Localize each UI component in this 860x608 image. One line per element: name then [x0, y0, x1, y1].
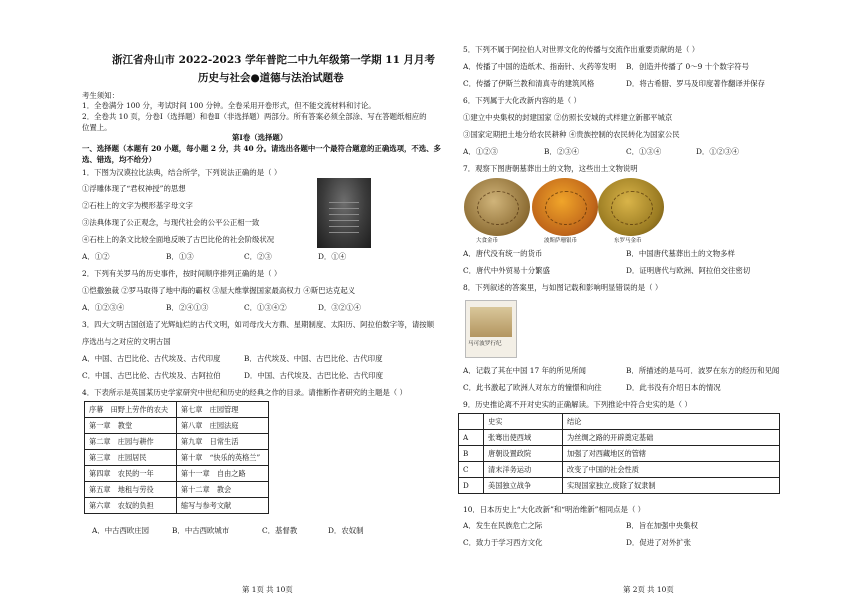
page-number-left: 第 1页 共 10页	[242, 585, 293, 594]
table-cell: 第十章 “快乐的英格兰”	[176, 450, 268, 466]
q3-option-b[interactable]: B．古代埃及、中国、古巴比伦、古代印度	[244, 354, 383, 363]
table-cell: 实现国家独立,废除了奴隶制	[563, 478, 780, 494]
q8-option-a[interactable]: A．记载了其在中国 17 年的所见所闻	[463, 366, 586, 375]
arab-gold-coin-image	[464, 178, 530, 236]
q10-stem: 10．日本历史上“大化改新”和“明治维新”相同点是（ ）	[463, 505, 646, 514]
table-cell: 清末洋务运动	[484, 462, 563, 478]
q6-stem: 6．下列属于大化改新内容的是（ ）	[463, 96, 581, 105]
table-cell: 第二章 庄园与耕作	[85, 434, 177, 450]
q6-option-d[interactable]: D．①②③④	[696, 147, 739, 156]
table-cell: 第十一章 自由之路	[176, 466, 268, 482]
table-header-cell	[459, 414, 484, 430]
q6-option-b[interactable]: B．②③④	[544, 147, 579, 156]
q1-statement-2: ②石柱上的文字为楔形基字母文字	[82, 201, 193, 210]
table-cell: 第八章 庄园法庭	[176, 418, 268, 434]
q4-option-a[interactable]: A．中古西欧庄园	[92, 526, 150, 535]
table-row	[85, 450, 269, 466]
q6-statements-2: ③国家定期把土地分给农民耕种 ④贵族控制的农民转化为国家公民	[463, 130, 680, 139]
table-cell: 张骞出使西域	[484, 430, 563, 446]
q10-option-c[interactable]: C．致力于学习西方文化	[463, 538, 543, 547]
table-row	[459, 462, 780, 478]
table-cell: 缩写与参考文献	[176, 498, 268, 514]
table-cell: 第四章 农民的一年	[85, 466, 177, 482]
q4-option-c[interactable]: C．基督教	[262, 526, 298, 535]
notice-line-2: 2．全卷共 10 页，分卷Ⅰ（选择题）和卷Ⅱ（非选择题）两部分。所有答案必须全部涂、写在答题纸相应的	[82, 112, 427, 121]
table-cell: 第一章 教堂	[85, 418, 177, 434]
q7-option-a[interactable]: A．唐代没有统一的货币	[463, 249, 543, 258]
q2-option-c[interactable]: C．①③④②	[244, 303, 287, 312]
notice-line-3: 位置上。	[82, 123, 112, 132]
table-row	[85, 418, 269, 434]
q7-option-c[interactable]: C．唐代中外贸易十分繁盛	[463, 266, 550, 275]
coin-caption-1: 大食金币	[476, 238, 499, 244]
q1-option-c[interactable]: C．②③	[244, 252, 272, 261]
table-cell: 美国独立战争	[484, 478, 563, 494]
q2-option-a[interactable]: A．①②③④	[82, 303, 125, 312]
q8-option-c[interactable]: C．此书激起了欧洲人对东方的憧憬和向往	[463, 383, 602, 392]
exam-title: 浙江省舟山市 2022-2023 学年普陀二中九年级第一学期 11 月月考	[112, 54, 436, 66]
q2-option-b[interactable]: B．②④①③	[166, 303, 209, 312]
q7-stem: 7．观察下图唐朝墓葬出土的文物，这些出土文物说明	[463, 164, 638, 173]
q4-option-b[interactable]: B．中古西欧城市	[172, 526, 230, 535]
table-cell[interactable]: C	[459, 462, 484, 478]
table-row	[85, 402, 269, 418]
notice-heading: 考生须知：	[82, 91, 119, 100]
q5-option-c[interactable]: C．传播了伊斯兰教和清真寺的建筑风格	[463, 79, 595, 88]
q1-option-d[interactable]: D．①④	[318, 252, 347, 261]
persian-silver-coin-image	[532, 178, 598, 236]
book-title: 马可波罗行纪	[468, 341, 502, 347]
section-title: 第Ⅰ卷（选择题）	[232, 133, 288, 142]
table-cell: 唐朝设置政院	[484, 446, 563, 462]
table-row	[459, 446, 780, 462]
q2-stem: 2．下列有关罗马的历史事件，按时间顺序排列正确的是（ ）	[82, 269, 282, 278]
table-row	[85, 466, 269, 482]
q10-option-a[interactable]: A．发生在民族危亡之际	[463, 521, 543, 530]
q10-option-b[interactable]: B．旨在加强中央集权	[626, 521, 698, 530]
table-row	[85, 434, 269, 450]
q8-stem: 8．下列叙述的答案里，与如图记载和影响明显错误的是（ ）	[463, 283, 663, 292]
table-cell: 第七章 庄园管理	[176, 402, 268, 418]
page-number-right: 第 2页 共 10页	[623, 585, 674, 594]
table-row	[459, 478, 780, 494]
table-cell: 第九章 日常生活	[176, 434, 268, 450]
q1-option-b[interactable]: B．①③	[166, 252, 194, 261]
q5-option-a[interactable]: A．传播了中国的造纸术、指南针、火药等发明	[463, 62, 617, 71]
q3-stem-2: 序选出与之对应的文明古国	[82, 337, 171, 346]
q1-statement-1: ①浮雕体现了“君权神授”的思想	[82, 184, 186, 193]
q8-option-d[interactable]: D．此书没有介绍日本的情况	[626, 383, 721, 392]
byzantine-gold-coin-image	[598, 178, 664, 236]
q10-option-d[interactable]: D．促进了对外扩张	[626, 538, 692, 547]
q3-option-d[interactable]: D．中国、古代埃及、古巴比伦、古代印度	[244, 371, 383, 380]
table-row	[459, 430, 780, 446]
table-header-cell: 史实	[484, 414, 563, 430]
table-cell: 第十二章 教会	[176, 482, 268, 498]
q1-stem: 1．下图为汉谟拉比法典，结合所学，下列说法正确的是（ ）	[82, 168, 282, 177]
marco-polo-book-image	[465, 300, 517, 358]
table-row	[85, 482, 269, 498]
q4-option-d[interactable]: D．农奴制	[328, 526, 364, 535]
q1-option-a[interactable]: A．①②	[82, 252, 110, 261]
q9-table	[458, 413, 780, 494]
q6-option-c[interactable]: C．①③④	[626, 147, 662, 156]
hammurabi-stele-image	[317, 178, 371, 248]
table-cell: 加强了对西藏地区的管辖	[563, 446, 780, 462]
coin-caption-2: 波斯萨珊银币	[544, 238, 578, 244]
q6-option-a[interactable]: A．①②③	[463, 147, 498, 156]
q1-statement-3: ③法典体现了公正观念，与现代社会的公平公正相一致	[82, 218, 260, 227]
notice-line-1: 1．全卷满分 100 分，考试时间 100 分钟。全卷采用开卷形式，但不能交流材料和讨论。	[82, 101, 376, 110]
q4-stem: 4．下表所示是英国某历史学家研究中世纪和历史的经典之作的目录。请推断作者研究的主题是（ ）	[82, 388, 407, 397]
q7-option-b[interactable]: B．中国唐代墓葬出土的文物多样	[626, 249, 735, 258]
table-header-cell: 结论	[563, 414, 780, 430]
table-row	[85, 498, 269, 514]
q5-option-d[interactable]: D．将古希腊、罗马及印度著作翻译并保存	[626, 79, 765, 88]
exam-subtitle: 历史与社会●道德与法治试题卷	[198, 72, 344, 84]
q4-table	[84, 401, 269, 514]
q7-option-d[interactable]: D．证明唐代与欧洲、阿拉伯交往密切	[626, 266, 751, 275]
table-cell: 第六章 农奴的负担	[85, 498, 177, 514]
q8-option-b[interactable]: B．所描述的是马可．波罗在东方的经历和见闻	[626, 366, 780, 375]
q5-option-b[interactable]: B．创造并传播了 0～9 十个数字符号	[626, 62, 750, 71]
table-cell[interactable]: B	[459, 446, 484, 462]
q3-option-c[interactable]: C．中国、古巴比伦、古代埃及、古阿拉伯	[82, 371, 221, 380]
table-cell: 第三章 庄园居民	[85, 450, 177, 466]
q1-statement-4: ④石柱上的条文比较全面地反映了古巴比伦的社会阶级状况	[82, 235, 275, 244]
table-cell: 第五章 地租与劳役	[85, 482, 177, 498]
table-cell: 序幕 田野上劳作的农夫	[85, 402, 177, 418]
coin-caption-3: 东罗马金币	[614, 238, 642, 244]
section-desc-1: 一、选择题（本题有 20 小题，每小题 2 分，共 40 分。请选出各题中一个最符合题意的正确选项，不选、多	[82, 144, 441, 153]
table-cell[interactable]: D	[459, 478, 484, 494]
q6-statements-1: ①建立中央集权的封建国家 ②仿照长安城的式样建立新都平城京	[463, 113, 673, 122]
q9-stem: 9．历史推论离不开对史实的正确解读。下列推论中符合史实的是（ ）	[463, 400, 692, 409]
q3-stem: 3．四大文明古国创造了光辉灿烂的古代文明，如司母戊大方鼎、星期制度、太阳历、阿拉伯数字等，请按顺	[82, 320, 435, 329]
q2-option-d[interactable]: D．③②①④	[318, 303, 361, 312]
q3-option-a[interactable]: A．中国、古巴比伦、古代埃及、古代印度	[82, 354, 221, 363]
table-cell: 改变了中国的社会性质	[563, 462, 780, 478]
q2-statements: ①恺撒独裁 ②罗马取得了地中海的霸权 ③屋大维掌握国家最高权力 ④斯巴达克起义	[82, 286, 356, 295]
table-header-row	[459, 414, 780, 430]
table-cell: 为丝绸之路的开辟奠定基础	[563, 430, 780, 446]
section-desc-2: 选、错选，均不给分）	[82, 155, 156, 164]
table-cell[interactable]: A	[459, 430, 484, 446]
q5-stem: 5．下列不属于阿拉伯人对世界文化的传播与交流作出重要贡献的是（ ）	[463, 45, 700, 54]
